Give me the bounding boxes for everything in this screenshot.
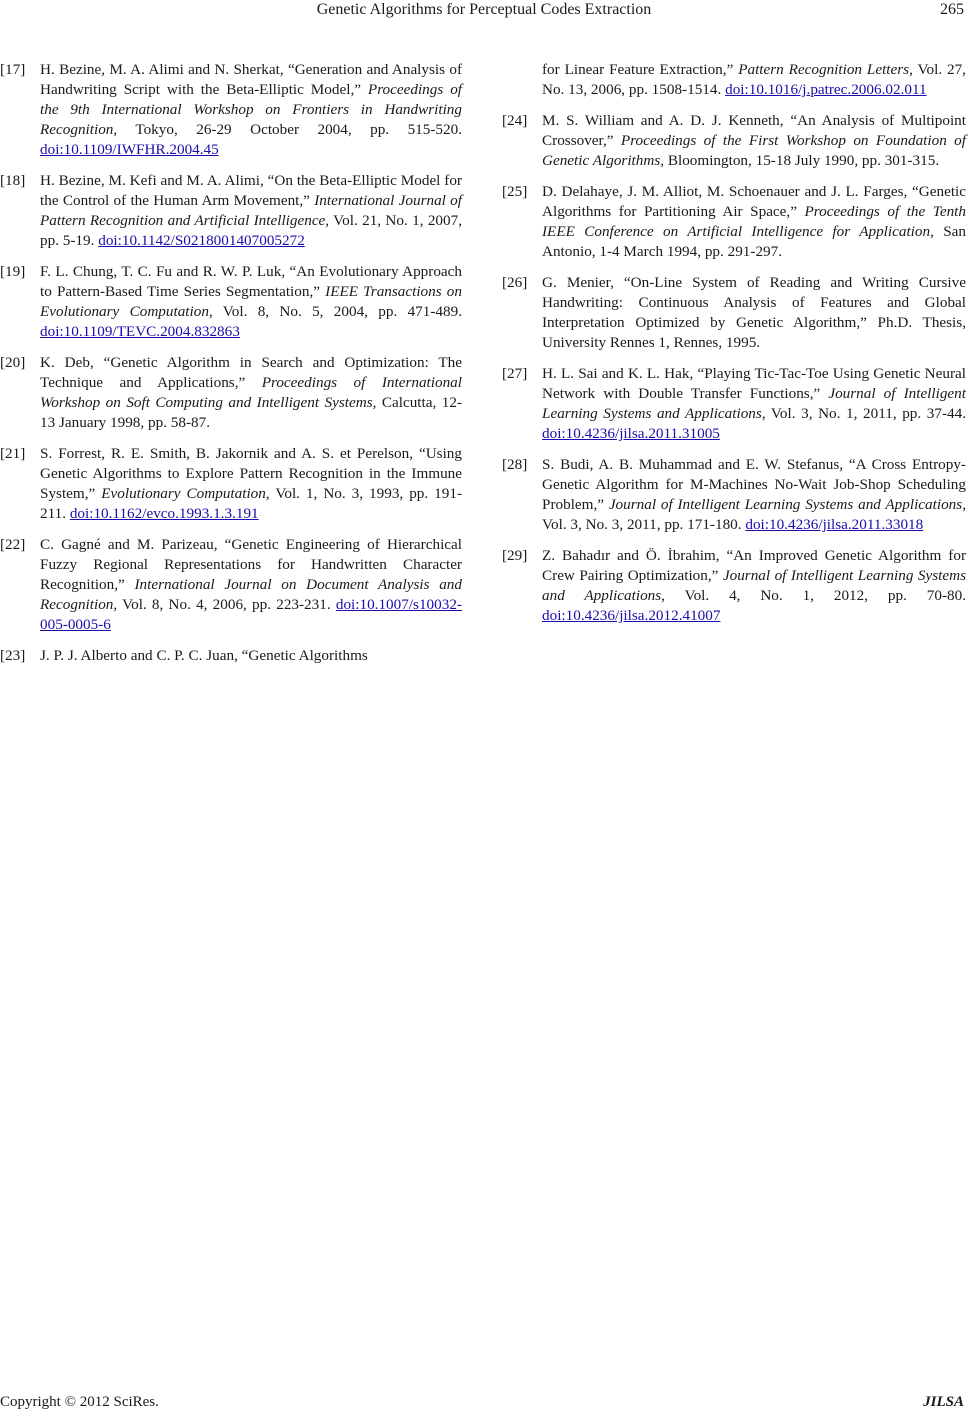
reference-segment: , Vol. 8, No. 4, 2006, pp. 223-231. [113, 596, 336, 613]
reference-entry [502, 111, 966, 171]
doi-link[interactable]: doi:10.1109/IWFHR.2004.45 [40, 141, 219, 158]
doi-link[interactable]: doi:10.4236/jilsa.2011.31005 [542, 425, 720, 442]
page-footer [0, 1394, 968, 1416]
reference-number: [25] [502, 183, 528, 200]
copyright-notice: Copyright © 2012 SciRes. [0, 1394, 159, 1410]
reference-entry [502, 182, 966, 262]
reference-segment: S. Budi, A. B. Muhammad and E. W. Stefanus, “A Cross Entropy-Genetic Algorithm for M-Machines No-Wait Job-Shop Scheduling Problem,” [542, 456, 966, 513]
publication-title: International Journal on Document Analysis and Recognition [40, 576, 462, 613]
reference-text [542, 111, 966, 171]
publication-title: Evolutionary Computation [101, 485, 266, 502]
reference-text [40, 353, 462, 433]
running-title: Genetic Algorithms for Perceptual Codes Extraction [316, 1, 652, 18]
reference-text [542, 60, 966, 100]
reference-segment: H. Bezine, M. Kefi and M. A. Alimi, “On the Beta-Elliptic Model for the Control of the Human Arm Movement,” [40, 172, 462, 209]
reference-segment: , Vol. 1, No. 3, 1993, pp. 191-211. [40, 485, 463, 522]
reference-number: [28] [502, 456, 528, 473]
reference-segment: , San Antonio, 1-4 March 1994, pp. 291-297. [542, 223, 967, 260]
running-header [0, 0, 968, 22]
reference-segment: K. Deb, “Genetic Algorithm in Search and Optimization: The Technique and Applications,” [40, 354, 462, 391]
page-number: 265 [940, 1, 964, 18]
publication-title: Proceedings of the First Workshop on Foundation of Genetic Algorithms [542, 132, 966, 169]
publication-title: Proceedings of the Tenth IEEE Conference on Artificial Intelligence for Application [542, 203, 966, 240]
reference-segment: Z. Bahadır and Ö. İbrahim, “An Improved Genetic Algorithm for Crew Pairing Optimization,” [542, 547, 966, 584]
publication-title: Pattern Recognition Letters [738, 61, 910, 78]
publication-title: Journal of Intelligent Learning Systems and Applications [542, 385, 966, 422]
reference-number: [19] [0, 263, 26, 280]
reference-entry [0, 60, 462, 160]
reference-entry [502, 455, 966, 535]
reference-text [40, 262, 462, 342]
reference-segment: , Vol. 27, No. 13, 2006, pp. 1508-1514. [542, 61, 966, 98]
publication-title: International Journal of Pattern Recognition and Artificial Intelligence [40, 192, 462, 229]
reference-entry [502, 60, 966, 100]
reference-segment: C. Gagné and M. Parizeau, “Genetic Engineering of Hierarchical Fuzzy Regional Representations for Handwritten Character Recognition,” [40, 536, 462, 593]
reference-segment: , Calcutta, 12-13 January 1998, pp. 58-87. [40, 394, 462, 431]
reference-text [40, 646, 462, 666]
reference-segment: J. P. J. Alberto and C. P. C. Juan, “Genetic Algorithms [40, 647, 368, 664]
reference-number: [29] [502, 547, 528, 564]
references-column-right [502, 60, 966, 637]
doi-link[interactable]: doi:10.1016/j.patrec.2006.02.011 [725, 81, 927, 98]
reference-number: [26] [502, 274, 528, 291]
publication-title: Proceedings of International Workshop on Soft Computing and Intelligent Systems [40, 374, 462, 411]
doi-link[interactable]: doi:10.4236/jilsa.2011.33018 [745, 516, 924, 533]
journal-abbrev: JILSA [923, 1394, 964, 1410]
reference-text [542, 273, 966, 353]
publication-title: Proceedings of the 9th International Workshop on Frontiers in Handwriting Recognition [40, 81, 463, 138]
reference-entry [0, 171, 462, 251]
reference-text [40, 171, 462, 251]
reference-segment: H. L. Sai and K. L. Hak, “Playing Tic-Tac-Toe Using Genetic Neural Network with Double Transfer Functions,” [542, 365, 966, 402]
reference-entry [502, 273, 966, 353]
reference-segment: G. Menier, “On-Line System of Reading and Writing Cursive Handwriting: Continuous Analysis of Features and Global Interpretation Optimized by Genetic Algorithm,” Ph.D. Thesis, University Rennes 1, Rennes, 1995. [542, 274, 966, 351]
publication-title: IEEE Transactions on Evolutionary Computation [40, 283, 462, 320]
reference-segment: , Vol. 21, No. 1, 2007, pp. 5-19. [40, 212, 463, 249]
reference-text [542, 455, 966, 535]
reference-entry [0, 646, 462, 666]
reference-number: [18] [0, 172, 26, 189]
reference-segment: , Vol. 3, No. 3, 2011, pp. 171-180. [542, 496, 966, 533]
reference-number: [21] [0, 445, 26, 462]
publication-title: Journal of Intelligent Learning Systems and Applications [542, 567, 966, 604]
reference-segment: , Vol. 4, No. 1, 2012, pp. 70-80. [661, 587, 966, 604]
reference-number [502, 60, 542, 100]
doi-link[interactable]: doi:10.1162/evco.1993.1.3.191 [69, 505, 259, 522]
doi-link[interactable]: doi:10.1007/s10032-005-0005-6 [40, 596, 462, 633]
reference-segment: , Vol. 3, No. 1, 2011, pp. 37-44. [761, 405, 966, 422]
reference-entry [502, 364, 966, 444]
reference-segment: S. Forrest, R. E. Smith, B. Jakornik and A. S. et Perelson, “Using Genetic Algorithms to Explore Pattern Recognition in the Immune System,” [40, 445, 462, 502]
reference-text [40, 60, 462, 160]
reference-entry [0, 262, 462, 342]
reference-number: [23] [0, 647, 26, 664]
reference-text [542, 364, 966, 444]
reference-segment: H. Bezine, M. A. Alimi and N. Sherkat, “Generation and Analysis of Handwriting Script with the Beta-Elliptic Model,” [40, 61, 462, 98]
publication-title: Journal of Intelligent Learning Systems and Applications [608, 496, 963, 513]
references-column-left [0, 60, 462, 677]
reference-segment: , Vol. 8, No. 5, 2004, pp. 471-489. [208, 303, 462, 320]
reference-segment: M. S. William and A. D. J. Kenneth, “An Analysis of Multipoint Crossover,” [542, 112, 966, 149]
reference-segment: , Tokyo, 26-29 October 2004, pp. 515-520. [113, 121, 462, 138]
reference-segment: F. L. Chung, T. C. Fu and R. W. P. Luk, “An Evolutionary Approach to Pattern-Based Time Series Segmentation,” [40, 263, 462, 300]
reference-number: [20] [0, 354, 26, 371]
doi-link[interactable]: doi:10.1109/TEVC.2004.832863 [40, 323, 240, 340]
reference-entry [0, 444, 462, 524]
doi-link[interactable]: doi:10.1142/S0218001407005272 [98, 232, 305, 249]
reference-text [40, 444, 462, 524]
reference-number: [24] [502, 112, 528, 129]
doi-link[interactable]: doi:10.4236/jilsa.2012.41007 [542, 607, 721, 624]
reference-entry [502, 546, 966, 626]
reference-segment: D. Delahaye, J. M. Alliot, M. Schoenauer and J. L. Farges, “Genetic Algorithms for Partitioning Air Space,” [542, 183, 966, 220]
reference-entry [0, 535, 462, 635]
reference-entry [0, 353, 462, 433]
reference-number: [27] [502, 365, 528, 382]
reference-text [542, 546, 966, 626]
reference-segment: for Linear Feature Extraction,” [542, 61, 739, 78]
reference-segment: , Bloomington, 15-18 July 1990, pp. 301-315. [660, 152, 940, 169]
reference-number: [17] [0, 61, 26, 78]
reference-text [40, 535, 462, 635]
reference-text [542, 182, 966, 262]
reference-number: [22] [0, 536, 26, 553]
